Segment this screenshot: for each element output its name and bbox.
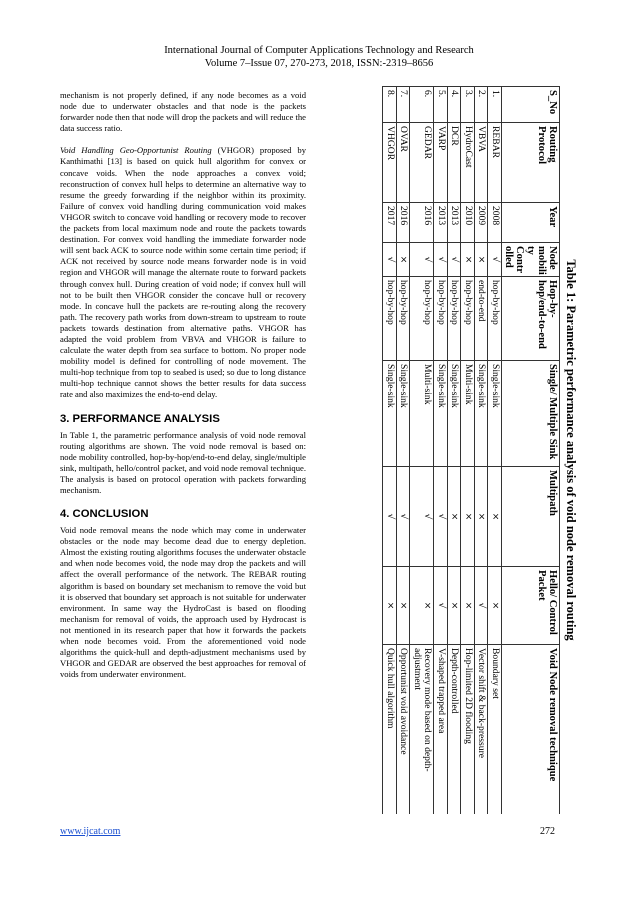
table-cell: √: [410, 243, 434, 277]
table-row: [397, 87, 411, 815]
table-cell: 2016: [397, 203, 411, 243]
table-cell: √: [434, 567, 448, 645]
table-cell: ×: [448, 467, 462, 567]
table-cell: √: [397, 467, 411, 567]
table-cell: hop-by-hop: [488, 277, 502, 361]
heading-conclusion: 4. CONCLUSION: [60, 508, 149, 521]
table-cell: Single-sink: [383, 361, 397, 467]
table-cell: ×: [383, 567, 397, 645]
paragraph-conclusion: Void node removal means the node which may come in underwater obstacles or the node may become dead due to energy depletion. Almost the existing routing algorithms focuses the underwater obstacle and when node becomes void, the node may drop the packets and will affect the overall performance of the network. The REBAR routing algorithm is based on boundary set mechanism to remove the void but it is observed that boundary set approach is not suitable for underwater environment. In same way the HydroCast is based on flooding mechanism for removal of voids, the approach used by Hydrocast is not mentioned in its research paper that how it forwards the packets when node becomes void. From the aforementioned void node algorithms the quick-hull and depth-adjustment mechanisms used by VHGOR and GEDAR are observed the best approaches for removal of voids from underwater environment.: [60, 525, 306, 680]
table-cell: Depth-controlled: [448, 645, 462, 815]
table-cell: √: [383, 243, 397, 277]
table-cell: ×: [448, 567, 462, 645]
table-cell: HydroCast: [461, 123, 475, 203]
table-row: [461, 87, 475, 815]
table-cell: √: [475, 567, 489, 645]
table-header-cell: Node mobili ty Contr olled: [502, 243, 560, 277]
table-row: [434, 87, 448, 815]
table-header-cell: S_No: [502, 87, 560, 123]
table-cell: Single-sink: [434, 361, 448, 467]
table-header-cell: Void Node removal technique: [502, 645, 560, 815]
table-cell: hop-by-hop: [397, 277, 411, 361]
table-cell: 2010: [461, 203, 475, 243]
table-cell: Hop-limited 2D flooding: [461, 645, 475, 815]
table-cell: Quick hull algorithm: [383, 645, 397, 815]
table-cell: √: [488, 243, 502, 277]
table-header-cell: Multipath: [502, 467, 560, 567]
journal-link[interactable]: www.ijcat.com: [60, 826, 121, 837]
table-cell: ×: [461, 243, 475, 277]
table-cell: 2013: [448, 203, 462, 243]
table-cell: Vector shift & back-pressure: [475, 645, 489, 815]
table-row: [448, 87, 462, 815]
table-cell: Single-sink: [488, 361, 502, 467]
page-number: 272: [540, 826, 555, 837]
table-cell: hop-by-hop: [434, 277, 448, 361]
table-cell: 2016: [410, 203, 434, 243]
table-cell: REBAR: [488, 123, 502, 203]
table-cell: √: [383, 467, 397, 567]
table-cell: √: [434, 467, 448, 567]
table-rotated: [330, 86, 582, 814]
table-cell: ×: [461, 467, 475, 567]
table-header-cell: Hop-by-hop/end-to-end: [502, 277, 560, 361]
table-cell: 2.: [475, 87, 489, 123]
table-cell: end-to-end: [475, 277, 489, 361]
table-cell: Single-sink: [448, 361, 462, 467]
table-caption: Table 1: Parametric performance analysis of void node removal routing: [564, 259, 578, 641]
table-cell: 2009: [475, 203, 489, 243]
table-cell: OVAR: [397, 123, 411, 203]
table-cell: 8.: [383, 87, 397, 123]
table-cell: ×: [475, 243, 489, 277]
table-cell: Boundary set: [488, 645, 502, 815]
journal-title: International Journal of Computer Applications Technology and Research: [164, 45, 474, 56]
page-header: [0, 44, 638, 70]
heading-performance-analysis: 3. PERFORMANCE ANALYSIS: [60, 412, 220, 425]
table-cell: √: [434, 243, 448, 277]
table-cell: Single-sink: [475, 361, 489, 467]
table-cell: hop-by-hop: [410, 277, 434, 361]
table-cell: 2008: [488, 203, 502, 243]
table-cell: Recovery mode based on depth-adjustment: [410, 645, 434, 815]
table-cell: ×: [397, 567, 411, 645]
paragraph-vhgor: [60, 145, 306, 400]
table-row: [488, 87, 502, 815]
table-header-cell: Year: [502, 203, 560, 243]
table-cell: ×: [488, 567, 502, 645]
table-cell: 4.: [448, 87, 462, 123]
table-row: [383, 87, 397, 815]
volume-info: Volume 7–Issue 07, 270-273, 2018, ISSN:-2319–8656: [204, 58, 434, 69]
table-cell: Multi-sink: [410, 361, 434, 467]
table-cell: 1.: [488, 87, 502, 123]
table-cell: hop-by-hop: [461, 277, 475, 361]
table-cell: ×: [475, 467, 489, 567]
vhgor-body: (VHGOR) proposed by Kanthimathi [13] is based on quick hull algorithm for convex or concave voids. When the node approaches a convex void; reconstruction of convex hull helps to determine an alternative way to resume the greedy forwarding if the neighbor within its proximity. Failure of convex void handling during communication void makes VHGOR switch to concave void handling or recovery mode to recover the packets from local maximum node and route the packets towards destination. For convex void handling the immediate forwarder node will sent back ACK to source node within some certain time period; if ACK not received by source node means forwarder node is in void region and VHGOR will manage the alternate route to forward packets through convex hull. During creation of void node; if convex hull will not to be built then VHGOR consider the concave hull or recovery mode. In concave hull the packets are re-routing along the recovery path. The recovery path works from down-stream to upstream to route packets towards destination from alternative paths. VHGOR has adapted the void problem from VBVA and VHGOR is failure to calculate the water depth from sea surface to bottom. No proper node mobility model is defined for controlling of node movement. The multi-hop technique from top to seabed is used; so due to long distance multi-hop technique cannot shows the better results for data success rate and also maximizes the end-to-end delay.: [60, 145, 307, 400]
table-body: [383, 87, 502, 815]
table-cell: 3.: [461, 87, 475, 123]
table-cell: ×: [461, 567, 475, 645]
table-cell: 2017: [383, 203, 397, 243]
table-cell: VBVA: [475, 123, 489, 203]
table-row: [410, 87, 434, 815]
left-column: [60, 90, 306, 691]
table-cell: 2013: [434, 203, 448, 243]
parametric-table: [383, 86, 561, 814]
table-header-cell: Single/ Multiple Sink: [502, 361, 560, 467]
table-row: [475, 87, 489, 815]
table-header-cell: Routing Protocol: [502, 123, 560, 203]
table-cell: V-shaped trapped area: [434, 645, 448, 815]
table-cell: ×: [397, 243, 411, 277]
table-cell: 7.: [397, 87, 411, 123]
table-cell: 6.: [410, 87, 434, 123]
table-header-cell: Hello/ Control Packet: [502, 567, 560, 645]
table-cell: √: [410, 467, 434, 567]
rotated-table-region: [330, 86, 582, 814]
paragraph-mechanism: mechanism is not properly defined, if any node becomes as a void node due to underwater obstacles and that node is the packets forwarder node then that node will drop the packets and will reduce the data success ratio.: [60, 90, 306, 134]
table-cell: VARP: [434, 123, 448, 203]
table-cell: 5.: [434, 87, 448, 123]
table-cell: Multi-sink: [461, 361, 475, 467]
table-cell: VHGOR: [383, 123, 397, 203]
vhgor-title: Void Handling Geo-Opportunist Routing: [60, 145, 212, 156]
table-cell: hop-by-hop: [448, 277, 462, 361]
table-cell: DCR: [448, 123, 462, 203]
table-header-row: [502, 87, 560, 815]
table-cell: Single-sink: [397, 361, 411, 467]
table-cell: √: [448, 243, 462, 277]
table-cell: Opportunist void avoidance: [397, 645, 411, 815]
paragraph-performance: In Table 1, the parametric performance analysis of void node removal routing algorithms are shown. The void node removal is based on: node mobility controlled, hop-by-hop/end-to-end delay, single/multiple sink, multipath, hello/control packet, and void node removal technique. The analysis is based on protocol operation with packets forwarding mechanism.: [60, 429, 306, 495]
table-cell: ×: [488, 467, 502, 567]
table-cell: ×: [410, 567, 434, 645]
table-cell: GEDAR: [410, 123, 434, 203]
table-cell: hop-by-hop: [383, 277, 397, 361]
